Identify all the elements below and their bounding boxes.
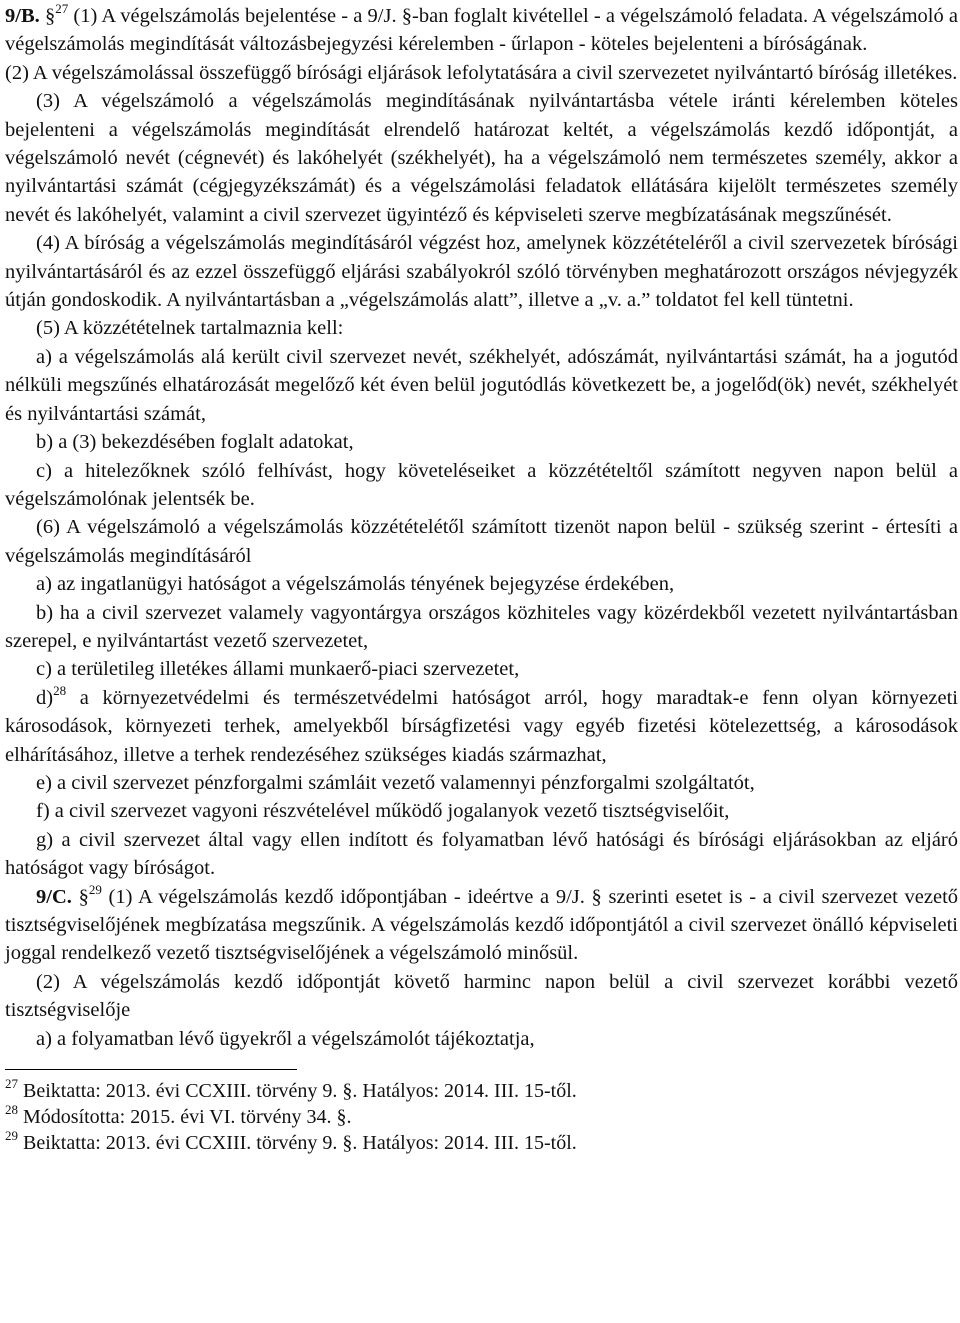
- footnote-number: 28: [5, 1102, 18, 1118]
- list-marker: d): [36, 686, 54, 709]
- footnote-ref-27[interactable]: 27: [55, 1, 69, 17]
- section-9b-title: 9/B.: [5, 5, 40, 27]
- footnote-29: [5, 1130, 958, 1156]
- section-9b-paragraph-4: (4) A bíróság a végelszámolás megindításáról végzést hoz, amelynek közzétételéről a civil szervezetek bírósági nyilvántartásáról és az ezzel összefüggő eljárási szabályokról szóló törvényben meghatározott országos névjegyzék útján gondoskodik. A nyilvántartásban a „végelszámolás alatt”, illetve a „v. a.” toldatot fel kell tüntetni.: [5, 232, 958, 312]
- list-item-6c: c) a területileg illetékes állami munkaerő-piaci szervezetet,: [36, 658, 520, 681]
- section-9b-paragraph-1: [5, 2, 958, 59]
- footnote-28: [5, 1104, 958, 1130]
- list-item-9c-2a: a) a folyamatban lévő ügyekről a végelszámolót tájékoztatja,: [36, 1027, 535, 1050]
- list-item-6b: b) ha a civil szervezet valamely vagyontárgya országos közhiteles vagy közérdekből vezetett nyilvántartásban szerepel, e nyilvántartást vezető szervezetet,: [5, 601, 958, 652]
- list-item-6g: g) a civil szervezet által vagy ellen indított és folyamatban lévő hatósági és bírósági eljárásokban az eljáró hatóságot vagy bíróságot.: [5, 828, 958, 880]
- section-9c-paragraph-1: [5, 883, 958, 968]
- footnote-ref-28[interactable]: 28: [53, 682, 67, 698]
- list-item-6e: e) a civil szervezet pénzforgalmi számláit vezető valamennyi pénzforgalmi szolgáltatót,: [36, 771, 755, 794]
- list-item-6d: [5, 684, 958, 769]
- footnote-text: Beiktatta: 2013. évi CCXIII. törvény 9. §. Hatályos: 2014. III. 15-től.: [23, 1132, 577, 1155]
- list-item-6a: a) az ingatlanügyi hatóságot a végelszámolás tényének bejegyzése érdekében,: [36, 573, 675, 596]
- list-item-6f: f) a civil szervezet vagyoni részvételével működő jogalanyok vezető tisztségviselőit,: [36, 800, 730, 823]
- list-item-5b: b) a (3) bekezdésében foglalt adatokat,: [36, 431, 354, 454]
- paragraph-text: (1) A végelszámolás kezdő időpontjában - ideértve a 9/J. § szerinti esetet is - a civil szervezet vezető tisztségviselőjének megbízatása megszűnik. A végelszámolás kezdő időpontjától a civil szervezet önálló képviseleti joggal rendelkező vezető tisztségviselőjének a végelszámoló minősül.: [5, 885, 959, 965]
- section-sign: §: [44, 5, 56, 27]
- footnote-number: 27: [5, 1076, 18, 1092]
- footnote-text: Beiktatta: 2013. évi CCXIII. törvény 9. §. Hatályos: 2014. III. 15-től.: [23, 1080, 577, 1103]
- section-9c-paragraph-2: (2) A végelszámolás kezdő időpontját követő harminc napon belül a civil szervezet korábbi vezető tisztségviselője: [5, 970, 958, 1022]
- list-item-5a: a) a végelszámolás alá került civil szervezet nevét, székhelyét, adószámát, nyilvántartási számát, ha a jogutód nélküli megszűnés elhatározását megelőző két éven belül jogutódlás következett be, a jogelőd(ök) nevét, székhelyét és nyilvántartási számát,: [5, 345, 958, 425]
- footnote-text: Módosította: 2015. évi VI. törvény 34. §.: [23, 1106, 352, 1129]
- footnote-number: 29: [5, 1128, 18, 1144]
- footnote-ref-29[interactable]: 29: [88, 881, 102, 897]
- footnote-divider: [5, 1069, 297, 1070]
- section-9b-paragraph-5: (5) A közzétételnek tartalmaznia kell:: [36, 317, 344, 340]
- section-sign: §: [78, 885, 89, 908]
- section-9b-paragraph-3: (3) A végelszámoló a végelszámolás megindításának nyilvántartásba vétele iránti kérelemben köteles bejelenteni a végelszámolás megindítását elrendelő határozat keltét, a végelszámolás kezdő időpontját, a végelszámoló nevét (cégnevét) és lakóhelyét (székhelyét), ha a végelszámoló nem természetes személy, akkor a nyilvántartási számát (cégjegyzékszámát) és a végelszámolási feladatok ellátására kijelölt természetes személy nevét és lakóhelyét, valamint a civil szervezet ügyintéző és képviseleti szerve megbízatásának megszűnését.: [5, 90, 958, 226]
- section-9b-paragraph-2: (2) A végelszámolással összefüggő bírósági eljárások lefolytatására a civil szervezetet nyilvántartó bíróság illetékes.: [5, 61, 958, 84]
- section-9b-paragraph-6: (6) A végelszámoló a végelszámolás közzétételétől számított tizenöt napon belül - szükség szerint - értesíti a végelszámolás megindításáról: [5, 516, 958, 567]
- paragraph-text: (1) A végelszámolás bejelentése - a 9/J. §-ban foglalt kivétellel - a végelszámoló feladata. A végelszámoló a végelszámolás megindítását változásbejegyzési kérelemben - űrlapon - köteles bejelenteni a bíróságának.: [5, 5, 959, 56]
- list-item-5c: c) a hitelezőknek szóló felhívást, hogy követeléseiket a közzétételtől számított negyven napon belül a végelszámolónak jelentsék be.: [5, 459, 958, 510]
- section-9c-title: 9/C.: [36, 885, 72, 908]
- footnote-27: [5, 1078, 958, 1104]
- paragraph-text: a környezetvédelmi és természetvédelmi hatóságot arról, hogy maradtak-e fenn olyan környezeti károsodások, környezeti terhek, amelyekből bírságfizetési vagy egyéb fizetési kötelezettség, a károsodások elhárításához, illetve a terhek rendezéséhez szükséges kiadás származhat,: [5, 686, 958, 766]
